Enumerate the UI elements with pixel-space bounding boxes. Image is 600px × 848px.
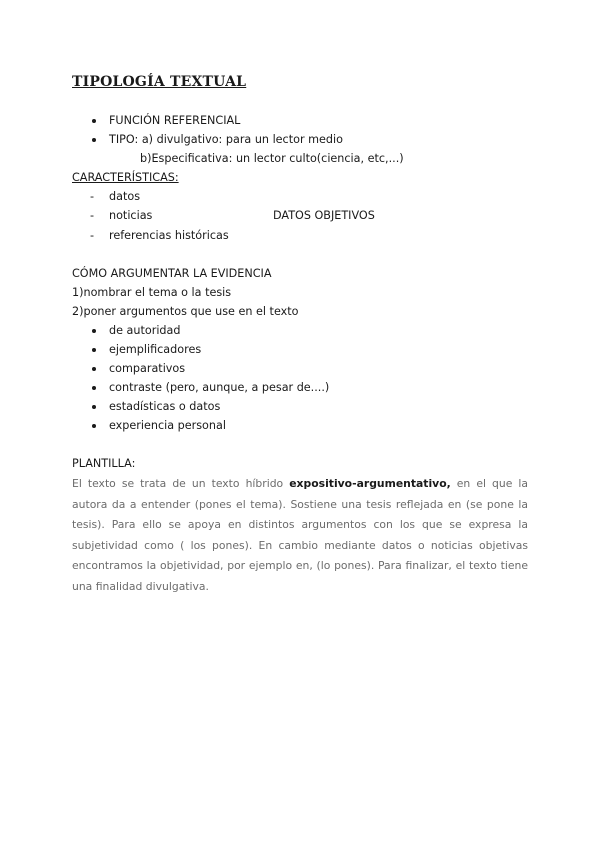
argument-type-item: estadísticas o datos [109, 400, 221, 413]
argument-type-item: comparativos [109, 362, 186, 375]
tipo-b-line: b)Especificativa: un lector culto(ciencia, etc,...) [140, 152, 404, 165]
document-title: TIPOLOGÍA TEXTUAL [72, 74, 247, 90]
argument-type-item: experiencia personal [109, 419, 226, 432]
datos-objetivos-note: DATOS OBJETIVOS [273, 209, 375, 222]
caracteristicas-heading: CARACTERÍSTICAS: [72, 171, 179, 184]
list-item-tipo: TIPO: a) divulgativo: para un lector medio [109, 133, 343, 146]
argumentar-step-2: 2)poner argumentos que use en el texto [72, 305, 299, 318]
plantilla-heading: PLANTILLA: [72, 457, 136, 470]
caracteristica-item: - referencias históricas [109, 229, 229, 243]
caracteristica-item: - datos [109, 190, 140, 204]
plantilla-text-end: en el que la autora da a entender (pones el tema). Sostiene una tesis reflejada en (se pone la tesis). Para ello se apoya en distintos argumentos con los que se expresa la subjetividad como ( los pones). En cambio mediante datos o noticias objetivas encontramos la objetividad, por ejemplo en, (lo pones). Para finalizar, el texto tiene una finalidad divulgativa. [72, 477, 529, 593]
argumentar-heading: CÓMO ARGUMENTAR LA EVIDENCIA [72, 267, 272, 280]
plantilla-text-bold: expositivo-argumentativo, [289, 477, 451, 490]
argumentar-step-1: 1)nombrar el tema o la tesis [72, 286, 232, 299]
argument-type-item: de autoridad [109, 324, 181, 337]
argument-type-item: ejemplificadores [109, 343, 202, 356]
plantilla-text-start: El texto se trata de un texto híbrido [72, 477, 290, 490]
argument-type-item: contraste (pero, aunque, a pesar de....) [109, 381, 330, 394]
list-item-funcion: FUNCIÓN REFERENCIAL [109, 114, 241, 127]
caracteristica-item: - noticias [109, 209, 152, 223]
plantilla-paragraph [72, 474, 528, 597]
